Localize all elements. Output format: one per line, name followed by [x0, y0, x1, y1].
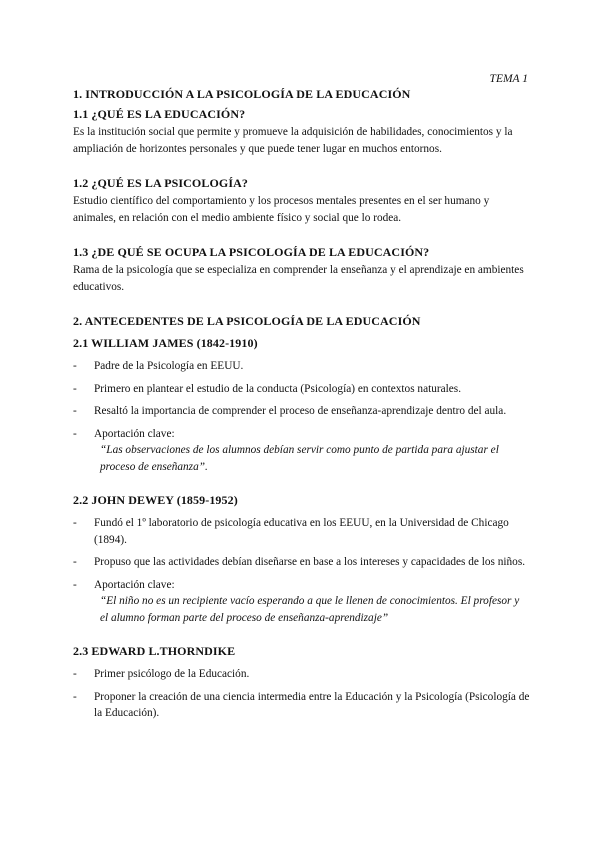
list-item: - Primer psicólogo de la Educación. — [73, 666, 530, 683]
list-item: - Aportación clave: — [73, 577, 530, 594]
james-list — [73, 358, 530, 442]
list-item: - Padre de la Psicología en EEUU. — [73, 358, 530, 375]
subsection-1-3-text: Rama de la psicología que se especializa en comprender la enseñanza y el aprendizaje en ambientes educativos. — [73, 264, 524, 293]
topic-label: TEMA 1 — [489, 73, 528, 85]
thorndike-list — [73, 666, 530, 722]
dewey-list — [73, 515, 530, 593]
james-quote: “Las observaciones de los alumnos debían servir como punto de partida para ajustar el proceso de enseñanza”. — [100, 444, 499, 473]
section-2-heading: 2. ANTECEDENTES DE LA PSICOLOGÍA DE LA EDUCACIÓN — [73, 314, 421, 328]
subsection-2-1-heading: 2.1 WILLIAM JAMES (1842-1910) — [73, 336, 258, 350]
subsection-1-1-text: Es la institución social que permite y promueve la adquisición de habilidades, conocimientos y la ampliación de horizontes personales y que puede tener lugar en muchos entornos. — [73, 126, 513, 155]
list-item: - Aportación clave: — [73, 426, 530, 443]
subsection-1-1-heading: 1.1 ¿QUÉ ES LA EDUCACIÓN? — [73, 107, 246, 121]
list-item: - Fundó el 1º laboratorio de psicología educativa en los EEUU, en la Universidad de Chicago (1894). — [73, 515, 530, 548]
subsection-1-2-text: Estudio científico del comportamiento y los procesos mentales presentes en el ser humano y animales, en relación con el medio ambiente físico y social que lo rodea. — [73, 195, 490, 224]
subsection-2-2-heading: 2.2 JOHN DEWEY (1859-1952) — [73, 493, 238, 507]
subsection-2-3-heading: 2.3 EDWARD L.THORNDIKE — [73, 644, 236, 658]
list-item: - Propuso que las actividades debían diseñarse en base a los intereses y capacidades de los niños. — [73, 554, 530, 571]
list-item: - Resaltó la importancia de comprender el proceso de enseñanza-aprendizaje dentro del aula. — [73, 403, 530, 420]
list-item: - Primero en plantear el estudio de la conducta (Psicología) en contextos naturales. — [73, 381, 530, 398]
dewey-quote: “El niño no es un recipiente vacío esperando a que le llenen de conocimientos. El profesor y el alumno forman parte del proceso de enseñanza-aprendizaje” — [100, 595, 520, 624]
section-1-heading: 1. INTRODUCCIÓN A LA PSICOLOGÍA DE LA EDUCACIÓN — [73, 87, 411, 101]
subsection-1-2-heading: 1.2 ¿QUÉ ES LA PSICOLOGÍA? — [73, 176, 248, 190]
document-body — [73, 86, 530, 728]
list-item: - Proponer la creación de una ciencia intermedia entre la Educación y la Psicología (Psicología de la Educación). — [73, 689, 530, 722]
subsection-1-3-heading: 1.3 ¿DE QUÉ SE OCUPA LA PSICOLOGÍA DE LA EDUCACIÓN? — [73, 245, 430, 259]
